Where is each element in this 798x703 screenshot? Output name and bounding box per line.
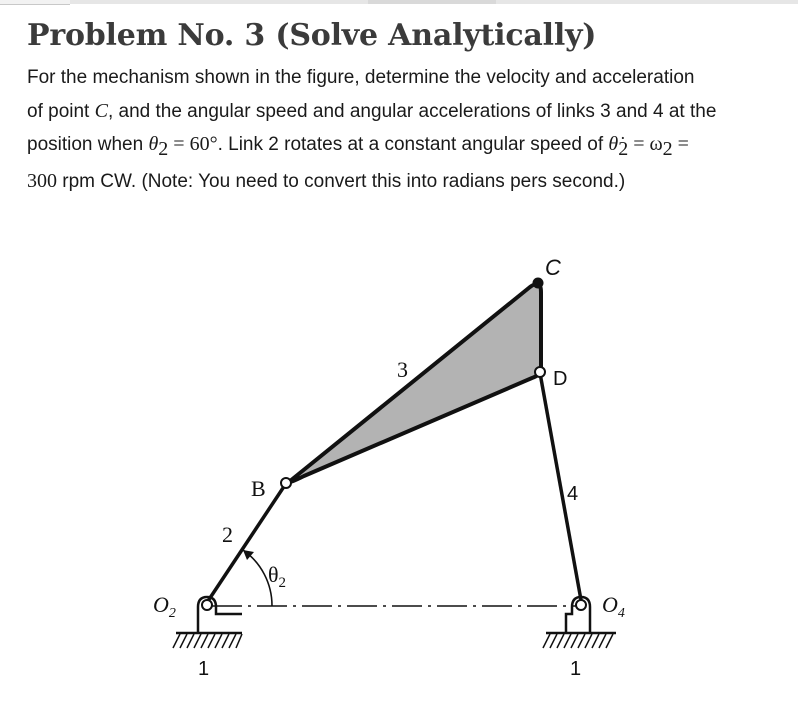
- label-d: D: [553, 368, 568, 390]
- link-3-coupler: [290, 284, 541, 482]
- pin-d: [535, 367, 545, 377]
- label-ground-left: 1: [198, 658, 210, 680]
- label-ground-right: 1: [570, 658, 582, 680]
- point-c-dot: [533, 278, 544, 289]
- equals-sign: =: [672, 133, 689, 155]
- label-link-2: 2: [222, 522, 233, 547]
- speed-value: 300: [27, 170, 57, 193]
- label-b: B: [251, 476, 266, 501]
- theta2-symbol: θ: [148, 133, 159, 155]
- text-segment: of point: [27, 100, 95, 122]
- pin-b: [281, 478, 291, 488]
- theta2-value: = 60°: [168, 133, 218, 155]
- statement-line-1: For the mechanism shown in the figure, determine the velocity and acceleration: [27, 67, 695, 88]
- point-c-symbol: C: [94, 99, 108, 122]
- omega2-subscript: 2: [662, 137, 673, 160]
- theta2-subscript: 2: [158, 137, 169, 160]
- text-segment: position when: [27, 134, 149, 155]
- ground-pivot-o2: [173, 597, 242, 648]
- text-segment: . Link 2 rotates at a constant angular speed of: [217, 134, 609, 155]
- label-c: C: [545, 255, 561, 280]
- label-theta2: $\theta_2$: [268, 562, 287, 591]
- omega2-symbol: = ω: [628, 133, 663, 155]
- theta2-dot-symbol: θ̇: [608, 133, 619, 155]
- label-link-4: 4: [567, 483, 579, 505]
- label-o2: $O_2$: [153, 592, 176, 621]
- text-segment: rpm CW. (Note: You need to convert this into radians pers second.): [57, 171, 626, 193]
- theta2-dot-subscript: 2: [618, 137, 629, 160]
- text-segment: , and the angular speed and angular accelerations of links 3 and 4 at the: [107, 100, 717, 122]
- problem-title: Problem No. 3 (Solve Analytically): [27, 18, 597, 53]
- label-link-3: 3: [397, 357, 408, 382]
- label-o4: $O_4$: [602, 592, 625, 621]
